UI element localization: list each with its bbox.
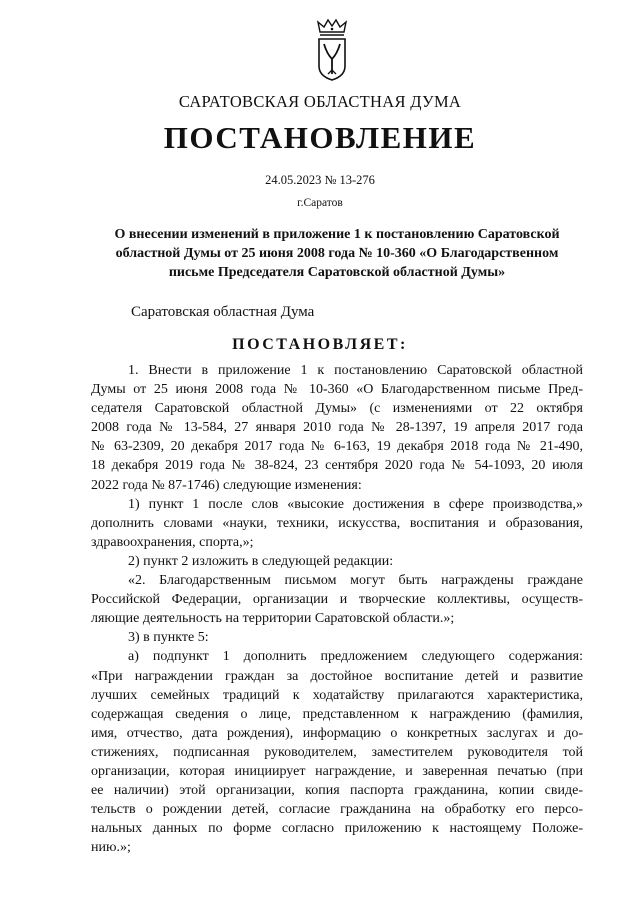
body-line: лучших семейных традиций к ходатайству прилагаются характеристика, (91, 687, 583, 703)
document-subject (92, 225, 582, 282)
body-line: № 63-2309, 20 декабря 2017 года № 6-163, 19 декабря 2018 года № 21-490, (91, 439, 583, 455)
body-line: 2022 года № 87-1746) следующие изменения: (91, 477, 362, 493)
body-line: 1) пункт 1 после слов «высокие достижения в сфере производства,» (128, 496, 583, 512)
body-line: нию.»; (91, 840, 131, 856)
document-title: ПОСТАНОВЛЕНИЕ (163, 120, 477, 155)
body-line: 1. Внести в приложение 1 к постановлению Саратовской областной (128, 363, 583, 378)
document-city: г.Саратов (297, 197, 343, 209)
saratov-coat-of-arms-icon (313, 18, 351, 82)
organization-name: САРАТОВСКАЯ ОБЛАСТНАЯ ДУМА (178, 92, 462, 111)
body-line: а) подпункт 1 дополнить предложением следующего содержания: (128, 649, 583, 665)
body-line: 3) в пункте 5: (128, 630, 209, 646)
body-line: ляющие деятельность на территории Саратовской области.»; (91, 611, 455, 627)
body-line: 2008 года № 13-584, 27 января 2010 года № 28-1397, 19 апреля 2017 года (91, 420, 583, 436)
document-body (91, 361, 583, 857)
subject-line: О внесении изменений в приложение 1 к постановлению Саратовской (114, 227, 560, 242)
document-date-number: 24.05.2023 № 13-276 (265, 173, 375, 187)
body-line: имя, отчество, дата рождения), информацию о конкретных заслугах и до- (91, 725, 583, 741)
subject-line: письме Председателя Саратовской областной Думы» (168, 265, 506, 280)
body-line: седателя Саратовской областной Думы» (с изменениями от 22 октября (91, 401, 583, 417)
body-line: 18 декабря 2019 года № 38-824, 23 сентября 2020 года № 54-1093, 20 июля (91, 458, 583, 474)
subject-line: областной Думы от 25 июня 2008 года № 10-360 «О Благодарственном (115, 246, 559, 261)
body-line: 2) пункт 2 изложить в следующей редакции: (128, 553, 394, 569)
body-line: Российской Федерации, организации и творческие коллективы, осуществ- (91, 592, 583, 608)
resolves-heading: ПОСТАНОВЛЯЕТ: (232, 336, 408, 353)
body-line: нальных данных по форме согласно приложению к настоящему Положе- (91, 821, 583, 837)
body-line: стижениях, подписанная руководителем, заместителем руководителя той (91, 744, 583, 760)
body-line: организации, которая инициирует награждение, и заверенная печатью (при (91, 763, 583, 779)
body-line: тельств о рождении детей, согласие гражданина на обработку его персо- (91, 802, 583, 818)
body-line: здравоохранения, спорта,»; (91, 534, 254, 550)
body-line: содержащая сведения о лице, представленном к награждению (фамилия, (91, 706, 583, 722)
body-line: ее наличии) этой организации, копия паспорта гражданина, копии свиде- (91, 783, 583, 799)
body-line: «2. Благодарственным письмом могут быть награждены граждане (128, 573, 583, 589)
body-line: дополнить словами «науки, техники, искусства, воспитания и образования, (91, 515, 583, 531)
issuer-name: Саратовская областная Дума (131, 304, 315, 320)
body-line: Думы от 25 июня 2008 года № 10-360 «О Благодарственном письме Пред- (91, 382, 583, 398)
body-line: «При награждении граждан за достойное воспитание детей и развитие (91, 668, 583, 684)
